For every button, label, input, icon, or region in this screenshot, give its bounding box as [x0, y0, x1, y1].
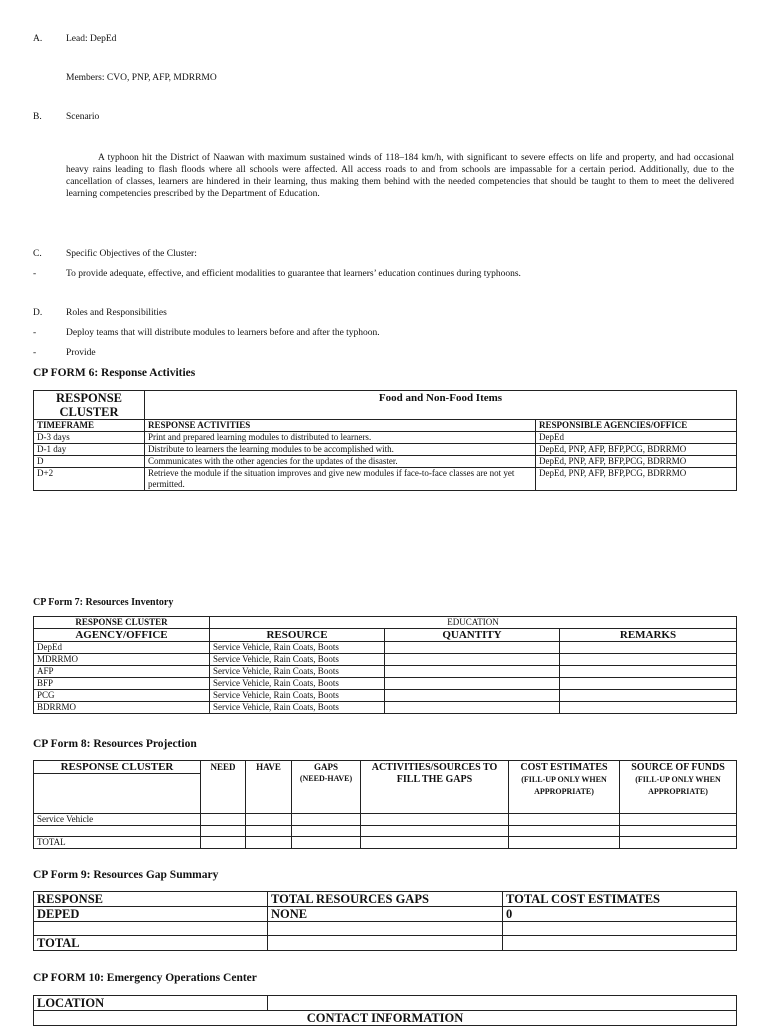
- form7-remarks: [560, 654, 737, 666]
- form9-gaps: [268, 922, 503, 936]
- form7-agency: BFP: [34, 678, 210, 690]
- form6-agency: DepEd, PNP, AFP, BFP,PCG, BDRRMO: [536, 444, 737, 456]
- form7-agency: DepEd: [34, 642, 210, 654]
- table-row: [34, 456, 737, 468]
- form7-response-cluster: RESPONSE CLUSTER: [34, 617, 210, 629]
- form7-agency: PCG: [34, 690, 210, 702]
- form7-resource: Service Vehicle, Rain Coats, Boots: [210, 642, 385, 654]
- form10-contact-heading: CONTACT INFORMATION: [34, 1011, 737, 1026]
- section-d-marker: D.: [33, 308, 43, 318]
- form6-activity: Distribute to learners the learning modules to be accomplished with.: [145, 444, 536, 456]
- form7-header-agency: AGENCY/OFFICE: [34, 629, 210, 642]
- form10-location-label: LOCATION: [34, 996, 268, 1011]
- role-item-2: Provide: [66, 348, 96, 358]
- objective-item: To provide adequate, effective, and efficient modalities to guarantee that learners’ education continues during typhoons.: [66, 269, 521, 279]
- form6-timeframe: D: [34, 456, 145, 468]
- form9-header-gaps: TOTAL RESOURCES GAPS: [268, 892, 503, 907]
- form8-have-label: HAVE: [256, 761, 281, 772]
- table-row: [34, 907, 737, 922]
- form9-title: CP Form 9: Resources Gap Summary: [33, 869, 219, 881]
- form6-agency: DepEd, PNP, AFP, BFP,PCG, BDRRMO: [536, 456, 737, 468]
- table-row: [34, 678, 737, 690]
- form10-table: [33, 995, 737, 1026]
- form6-timeframe: D-3 days: [34, 432, 145, 444]
- form6-response-cluster: RESPONSE CLUSTER: [34, 391, 145, 420]
- form7-table: [33, 616, 737, 714]
- form8-row-label: Service Vehicle: [34, 814, 201, 826]
- table-row: [34, 936, 737, 951]
- form8-row-label: [34, 826, 201, 837]
- table-row: [34, 666, 737, 678]
- form9-header-response: RESPONSE: [34, 892, 268, 907]
- form7-remarks: [560, 690, 737, 702]
- form9-cost: [503, 936, 737, 951]
- form10-location-value: [268, 996, 737, 1011]
- objectives-heading: Specific Objectives of the Cluster:: [66, 249, 197, 259]
- objective-dash: -: [33, 269, 37, 279]
- form6-agency: DepEd, PNP, AFP, BFP,PCG, BDRRMO: [536, 468, 737, 491]
- form8-response-cluster: RESPONSE CLUSTER: [34, 761, 201, 774]
- form7-resource: Service Vehicle, Rain Coats, Boots: [210, 654, 385, 666]
- form7-remarks: [560, 678, 737, 690]
- form9-gaps: [268, 936, 503, 951]
- form6-activity: Print and prepared learning modules to distributed to learners.: [145, 432, 536, 444]
- form7-quantity: [385, 702, 560, 714]
- form8-source-label: SOURCE OF FUNDS: [631, 761, 725, 773]
- form8-header-source: [620, 761, 737, 814]
- form9-response: [34, 922, 268, 936]
- lead-text: Lead: DepEd: [66, 34, 117, 44]
- form7-quantity: [385, 666, 560, 678]
- form7-header-quantity: QUANTITY: [385, 629, 560, 642]
- form8-need-label: NEED: [210, 761, 236, 772]
- table-row: [34, 654, 737, 666]
- scenario-paragraph: A typhoon hit the District of Naawan with maximum sustained winds of 118–184 km/h, with significant to severe effects on life and property, and had occasional heavy rains leading to flash floods where all schools were affected. All access roads to and from schools are impassable for a certain period. Additionally, due to the cancellation of classes, learners are hindered in their learning, thus making them behind with the needed competencies that should be taught to them to meet the delivered learning competencies prescribed by the Department of Education.: [66, 153, 734, 199]
- form6-header-timeframe: TIMEFRAME: [34, 420, 145, 432]
- form9-cost: 0: [503, 907, 737, 922]
- form7-resource: Service Vehicle, Rain Coats, Boots: [210, 678, 385, 690]
- form7-resource: Service Vehicle, Rain Coats, Boots: [210, 690, 385, 702]
- form7-agency: MDRRMO: [34, 654, 210, 666]
- form7-quantity: [385, 642, 560, 654]
- form8-header-activities: [361, 761, 509, 814]
- table-row: [34, 468, 737, 491]
- form6-activity: Communicates with the other agencies for the updates of the disaster.: [145, 456, 536, 468]
- form9-header-cost: TOTAL COST ESTIMATES: [503, 892, 737, 907]
- role-dash-2: -: [33, 348, 37, 358]
- table-row: [34, 432, 737, 444]
- form6-category: Food and Non-Food Items: [145, 391, 737, 420]
- table-row: [34, 814, 737, 826]
- table-row: [34, 444, 737, 456]
- table-row: [34, 826, 737, 837]
- form8-cost-sub: (FILL-UP ONLY WHEN APPROPRIATE): [521, 774, 607, 796]
- form7-agency: AFP: [34, 666, 210, 678]
- form8-header-have: [246, 761, 292, 814]
- form7-remarks: [560, 666, 737, 678]
- form8-header-gaps: [292, 761, 361, 814]
- form8-gaps-label: GAPS: [313, 761, 338, 772]
- form8-table: [33, 760, 737, 849]
- form7-remarks: [560, 702, 737, 714]
- form7-quantity: [385, 678, 560, 690]
- form6-table: [33, 390, 737, 491]
- form7-header-resource: RESOURCE: [210, 629, 385, 642]
- form8-cost-label: COST ESTIMATES: [520, 761, 608, 773]
- role-dash-1: -: [33, 328, 37, 338]
- form8-total-label: TOTAL: [34, 837, 201, 849]
- form6-timeframe: D+2: [34, 468, 145, 491]
- table-row: [34, 837, 737, 849]
- table-row: [34, 702, 737, 714]
- form9-cost: [503, 922, 737, 936]
- form7-resource: Service Vehicle, Rain Coats, Boots: [210, 666, 385, 678]
- form7-title: CP Form 7: Resources Inventory: [33, 597, 174, 608]
- form8-source-sub: (FILL-UP ONLY WHEN APPROPRIATE): [635, 774, 721, 796]
- roles-heading: Roles and Responsibilities: [66, 308, 167, 318]
- table-row: [34, 642, 737, 654]
- form6-header-activities: RESPONSE ACTIVITIES: [145, 420, 536, 432]
- form6-agency: DepEd: [536, 432, 737, 444]
- form7-cluster-value: EDUCATION: [210, 617, 737, 629]
- form9-response: DEPED: [34, 907, 268, 922]
- form9-total-label: TOTAL: [34, 936, 268, 951]
- members-text: Members: CVO, PNP, AFP, MDRRMO: [66, 73, 217, 83]
- form7-quantity: [385, 654, 560, 666]
- form7-agency: BDRRMO: [34, 702, 210, 714]
- form8-header-need: [201, 761, 246, 814]
- form7-remarks: [560, 642, 737, 654]
- form8-activities-label: ACTIVITIES/SOURCES TO FILL THE GAPS: [371, 761, 498, 785]
- form8-title: CP Form 8: Resources Projection: [33, 738, 197, 750]
- form8-gaps-sub: (NEED-HAVE): [299, 773, 353, 783]
- form6-title: CP FORM 6: Response Activities: [33, 367, 196, 379]
- form7-header-remarks: REMARKS: [560, 629, 737, 642]
- section-b-marker: B.: [33, 112, 42, 122]
- form10-title: CP FORM 10: Emergency Operations Center: [33, 972, 257, 984]
- form9-gaps: NONE: [268, 907, 503, 922]
- section-c-marker: C.: [33, 249, 42, 259]
- form7-quantity: [385, 690, 560, 702]
- form6-header-agencies: RESPONSIBLE AGENCIES/OFFICE: [536, 420, 737, 432]
- scenario-heading: Scenario: [66, 112, 100, 122]
- form6-activity: Retrieve the module if the situation improves and give new modules if face-to-face classes are not yet permitted.: [145, 468, 536, 491]
- form8-header-cost: [509, 761, 620, 814]
- section-a-marker: A.: [33, 34, 43, 44]
- table-row: [34, 690, 737, 702]
- form6-timeframe: D-1 day: [34, 444, 145, 456]
- table-row: [34, 922, 737, 936]
- form9-table: [33, 891, 737, 951]
- role-item-1: Deploy teams that will distribute modules to learners before and after the typhoon.: [66, 328, 380, 338]
- form7-resource: Service Vehicle, Rain Coats, Boots: [210, 702, 385, 714]
